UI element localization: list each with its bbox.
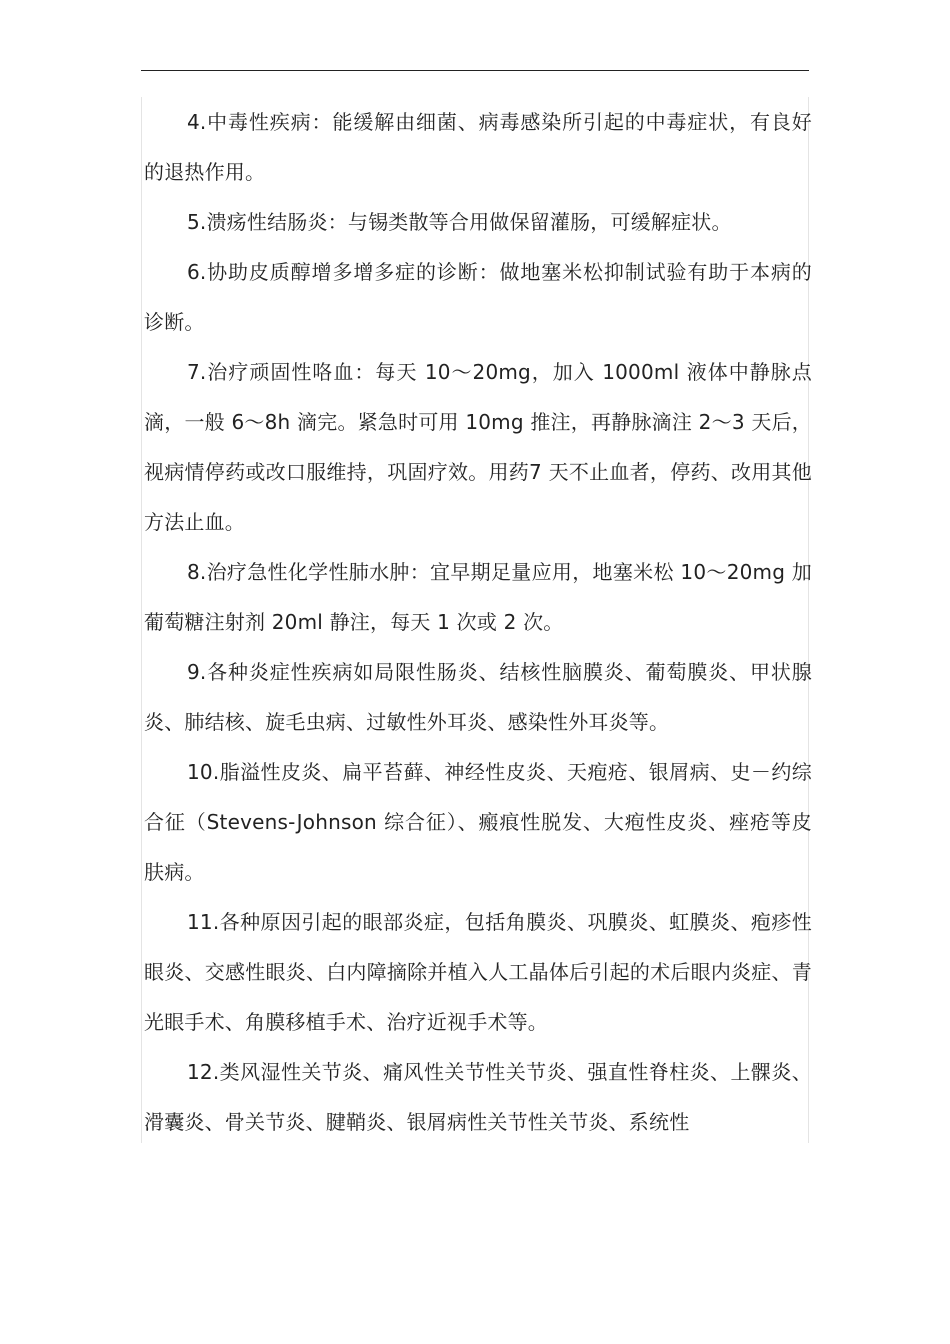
paragraph-9: 9.各种炎症性疾病如局限性肠炎、结核性脑膜炎、葡萄膜炎、甲状腺炎、肺结核、旋毛虫病、过敏性外耳炎、感染性外耳炎等。 [144,660,812,734]
paragraph-8: 8.治疗急性化学性肺水肿：宜早期足量应用，地塞米松 10～20mg 加葡萄糖注射剂 20ml 静注，每天 1 次或 2 次。 [144,560,812,634]
paragraph-12: 12.类风湿性关节炎、痛风性关节性关节炎、强直性脊柱炎、上髁炎、滑囊炎、骨关节炎、腱鞘炎、银屑病性关节性关节炎、系统性 [144,1060,812,1134]
paragraph-4: 4.中毒性疾病：能缓解由细菌、病毒感染所引起的中毒症状，有良好的退热作用。 [144,110,812,184]
document-body [144,97,812,1147]
paragraph-11: 11.各种原因引起的眼部炎症，包括角膜炎、巩膜炎、虹膜炎、疱疹性眼炎、交感性眼炎、白内障摘除并植入人工晶体后引起的术后眼内炎症、青光眼手术、角膜移植手术、治疗近视手术等。 [144,910,812,1034]
paragraph-5: 5.溃疡性结肠炎：与锡类散等合用做保留灌肠，可缓解症状。 [187,210,732,234]
paragraph-6: 6.协助皮质醇增多增多症的诊断：做地塞米松抑制试验有助于本病的诊断。 [144,260,812,334]
paragraph-10: 10.脂溢性皮炎、扁平苔藓、神经性皮炎、天疱疮、银屑病、史－约综合征（Stevens-Johnson 综合征）、瘢痕性脱发、大疱性皮炎、痤疮等皮肤病。 [144,760,812,884]
header-rule [141,70,809,71]
paragraph-7: 7.治疗顽固性咯血：每天 10～20mg，加入 1000ml 液体中静脉点滴，一般 6～8h 滴完。紧急时可用 10mg 推注，再静脉滴注 2～3 天后，视病情停药或改口服维持，巩固疗效。用药7 天不止血者，停药、改用其他方法止血。 [144,360,812,534]
